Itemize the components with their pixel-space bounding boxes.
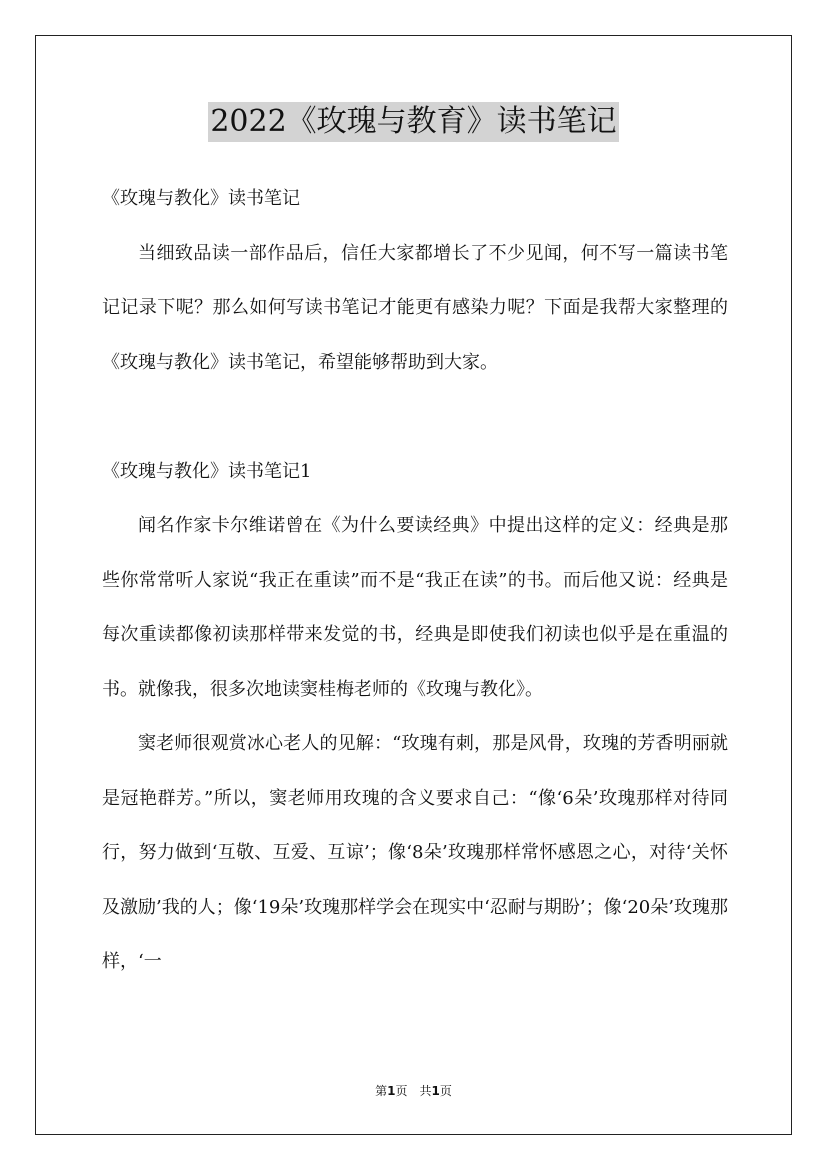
intro-paragraph: 当细致品读一部作品后，信任大家都增长了不少见闻，何不写一篇读书笔记记录下呢？那么如何写读书笔记才能更有感染力呢？下面是我帮大家整理的《玫瑰与教化》读书笔记，希望能够帮助到大家。: [102, 242, 728, 373]
body-paragraph-1: 闻名作家卡尔维诺曾在《为什么要读经典》中提出这样的定义：经典是那些你常常听人家说“我正在重读”而不是“我正在读”的书。而后他又说：经典是每次重读都像初读那样带来发觉的书，经典是即使我们初读也似乎是在重温的书。就像我，很多次地读窦桂梅老师的《玫瑰与教化》。: [102, 515, 728, 700]
footer-prefix: 第: [375, 1084, 388, 1098]
blank-line: [102, 390, 728, 445]
body-paragraph-2: 窦老师很观赏冰心老人的见解：“玫瑰有刺，那是风骨，玫瑰的芳香明丽就是冠艳群芳。”所以，窦老师用玫瑰的含义要求自己：“像‘6朵’玫瑰那样对待同行，努力做到‘互敬、互爱、互谅’；像‘8朵’玫瑰那样常怀感恩之心，对待‘关怀及激励’我的人；像‘19朵’玫瑰那样学会在现实中‘忍耐与期盼’；像‘20朵’玫瑰那样，‘一: [102, 733, 728, 972]
document-title: 2022《玫瑰与教育》读书笔记: [208, 102, 618, 142]
footer-page-current: 1: [387, 1084, 396, 1098]
section-heading: 《玫瑰与教化》读书笔记1: [102, 460, 312, 482]
title-container: [0, 102, 827, 142]
page-footer: [0, 1083, 827, 1099]
footer-suffix: 页: [439, 1084, 452, 1098]
footer-page-total: 1: [431, 1084, 440, 1098]
document-body: [102, 172, 728, 990]
subtitle: 《玫瑰与教化》读书笔记: [102, 188, 300, 209]
footer-mid: 页 共: [395, 1084, 432, 1098]
